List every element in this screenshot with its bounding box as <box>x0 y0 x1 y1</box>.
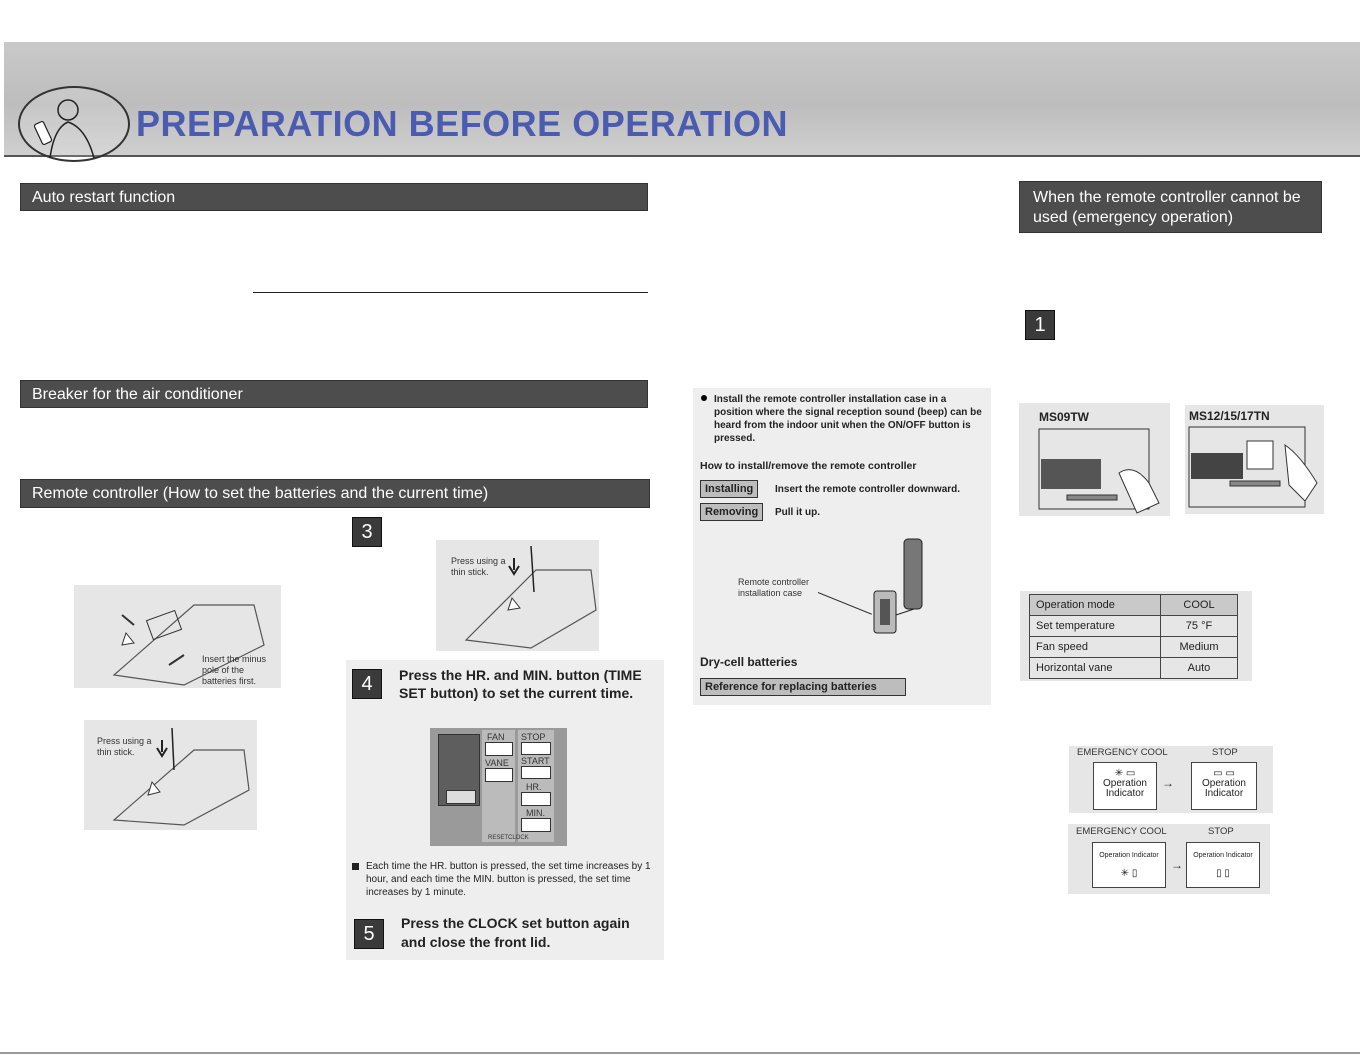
technician-icon <box>20 88 128 160</box>
emergency-cool-title-top: EMERGENCY COOL <box>1077 747 1168 758</box>
stop-title-top: STOP <box>1212 747 1238 758</box>
stop-label: STOP <box>521 732 546 742</box>
installing-label: Installing <box>700 480 758 498</box>
operation-indicator-label-on: Operation Indicator <box>1103 778 1147 799</box>
stop-button-icon <box>521 742 551 755</box>
remote-panel-illustration <box>430 728 567 846</box>
min-label: MIN. <box>526 808 545 818</box>
installing-text: Insert the remote controller downward. <box>775 484 961 495</box>
press-thin-stick-note-right: Press using a thin stick. <box>451 556 506 577</box>
section-breaker: Breaker for the air conditioner <box>20 380 648 408</box>
indicator-lights-off-icon-2: ▯ ▯ <box>1216 868 1230 879</box>
thin-stick-illustration-left <box>84 720 257 830</box>
operation-indicator-label-off: Operation Indicator <box>1202 778 1246 799</box>
battery-insert-illustration <box>74 585 281 688</box>
fan-label: FAN <box>487 732 505 742</box>
reference-box: Reference for replacing batteries <box>700 678 906 696</box>
fan-button-icon <box>485 742 513 756</box>
table-cell: Medium <box>1161 637 1238 658</box>
indicator-diagram-top <box>1069 746 1273 813</box>
model-ms09tw-label: MS09TW <box>1039 410 1090 424</box>
section-auto-restart: Auto restart function <box>20 183 648 211</box>
indicator-box-off-2 <box>1186 842 1260 888</box>
start-button-icon <box>521 766 551 779</box>
bullet-square <box>352 863 359 870</box>
hr-label: HR. <box>526 782 542 792</box>
arrow-right-icon-2: → <box>1171 858 1183 872</box>
min-button-icon <box>521 818 551 832</box>
step-3-number: 3 <box>352 517 382 547</box>
insert-minus-note: Insert the minus pole of the batteries first. <box>202 654 267 686</box>
technician-logo <box>18 86 130 162</box>
step-5-number: 5 <box>354 919 384 949</box>
emergency-cool-title-bottom: EMERGENCY COOL <box>1076 826 1167 837</box>
table-cell: Horizontal vane <box>1030 658 1161 679</box>
model-ms12-label: MS12/15/17TN <box>1189 409 1270 423</box>
step-4-number: 4 <box>352 669 382 699</box>
reset-label: RESET <box>488 835 509 841</box>
remote-button-column-right <box>518 730 554 842</box>
table-cell: Auto <box>1161 658 1238 679</box>
indicator-lights-on-icon: ✳ ▭ <box>1114 768 1136 779</box>
vane-button-icon <box>485 768 513 782</box>
table-cell: Operation mode <box>1030 595 1161 616</box>
case-label: Remote controller installation case <box>738 577 810 598</box>
step-4-text: Press the HR. and MIN. button (TIME SET button) to set the current time. <box>399 667 642 701</box>
stop-title-bottom: STOP <box>1208 826 1234 837</box>
table-cell: Fan speed <box>1030 637 1161 658</box>
installation-case-icon <box>860 535 940 640</box>
start-label: START <box>521 756 550 766</box>
vane-label: VANE <box>485 758 509 768</box>
operation-settings-table <box>1029 594 1238 679</box>
arrow-right-icon: → <box>1162 776 1174 790</box>
indicator-lights-on-icon-2: ✳ ▯ <box>1120 868 1138 879</box>
drycell-heading: Dry-cell batteries <box>700 655 798 669</box>
page-bottom-edge <box>0 1052 1360 1054</box>
indicator-box-on <box>1093 762 1157 810</box>
install-bullet-text: Install the remote controller installation case in a position where the signal reception sound (beep) can be heard from the indoor unit when the ON/OFF button is pressed. <box>714 394 982 444</box>
howto-heading: How to install/remove the remote controller <box>700 460 917 472</box>
section-emergency: When the remote controller cannot be used (emergency operation) <box>1019 181 1322 233</box>
emergency-step-number: 1 <box>1025 310 1055 340</box>
table-cell: 75 °F <box>1161 616 1238 637</box>
indicator-lights-off-icon: ▭ ▭ <box>1213 768 1235 779</box>
clock-label: CLOCK <box>508 835 529 841</box>
hr-button-icon <box>521 792 551 806</box>
table-cell: Set temperature <box>1030 616 1161 637</box>
operation-indicator-label-off-2: Operation Indicator <box>1193 852 1253 859</box>
step-4-note: Each time the HR. button is pressed, the set time increases by 1 hour, and each time the MIN. button is pressed, the set time increases by 1 minute. <box>366 861 651 898</box>
model-ms12-illustration <box>1185 405 1324 514</box>
indicator-diagram-bottom <box>1068 824 1270 894</box>
indicator-box-off <box>1191 762 1257 810</box>
model-ms09tw-illustration <box>1019 403 1170 516</box>
thin-stick-illustration-right <box>436 540 599 651</box>
indicator-box-on-2 <box>1092 842 1166 888</box>
remote-small-button <box>446 790 476 804</box>
removing-label: Removing <box>700 503 763 521</box>
remote-button-column-left <box>482 730 515 842</box>
removing-text: Pull it up. <box>775 507 820 518</box>
step-5-text: Press the CLOCK set button again and close the front lid. <box>401 915 630 950</box>
page-title: PREPARATION BEFORE OPERATION <box>136 103 789 144</box>
divider-line <box>253 292 648 293</box>
press-thin-stick-note-left: Press using a thin stick. <box>97 736 152 757</box>
bullet-dot <box>701 395 707 401</box>
section-remote-controller: Remote controller (How to set the batteries and the current time) <box>20 479 650 508</box>
operation-settings-panel <box>1020 591 1252 681</box>
operation-indicator-label-on-2: Operation Indicator <box>1099 852 1159 859</box>
table-cell: COOL <box>1161 595 1238 616</box>
